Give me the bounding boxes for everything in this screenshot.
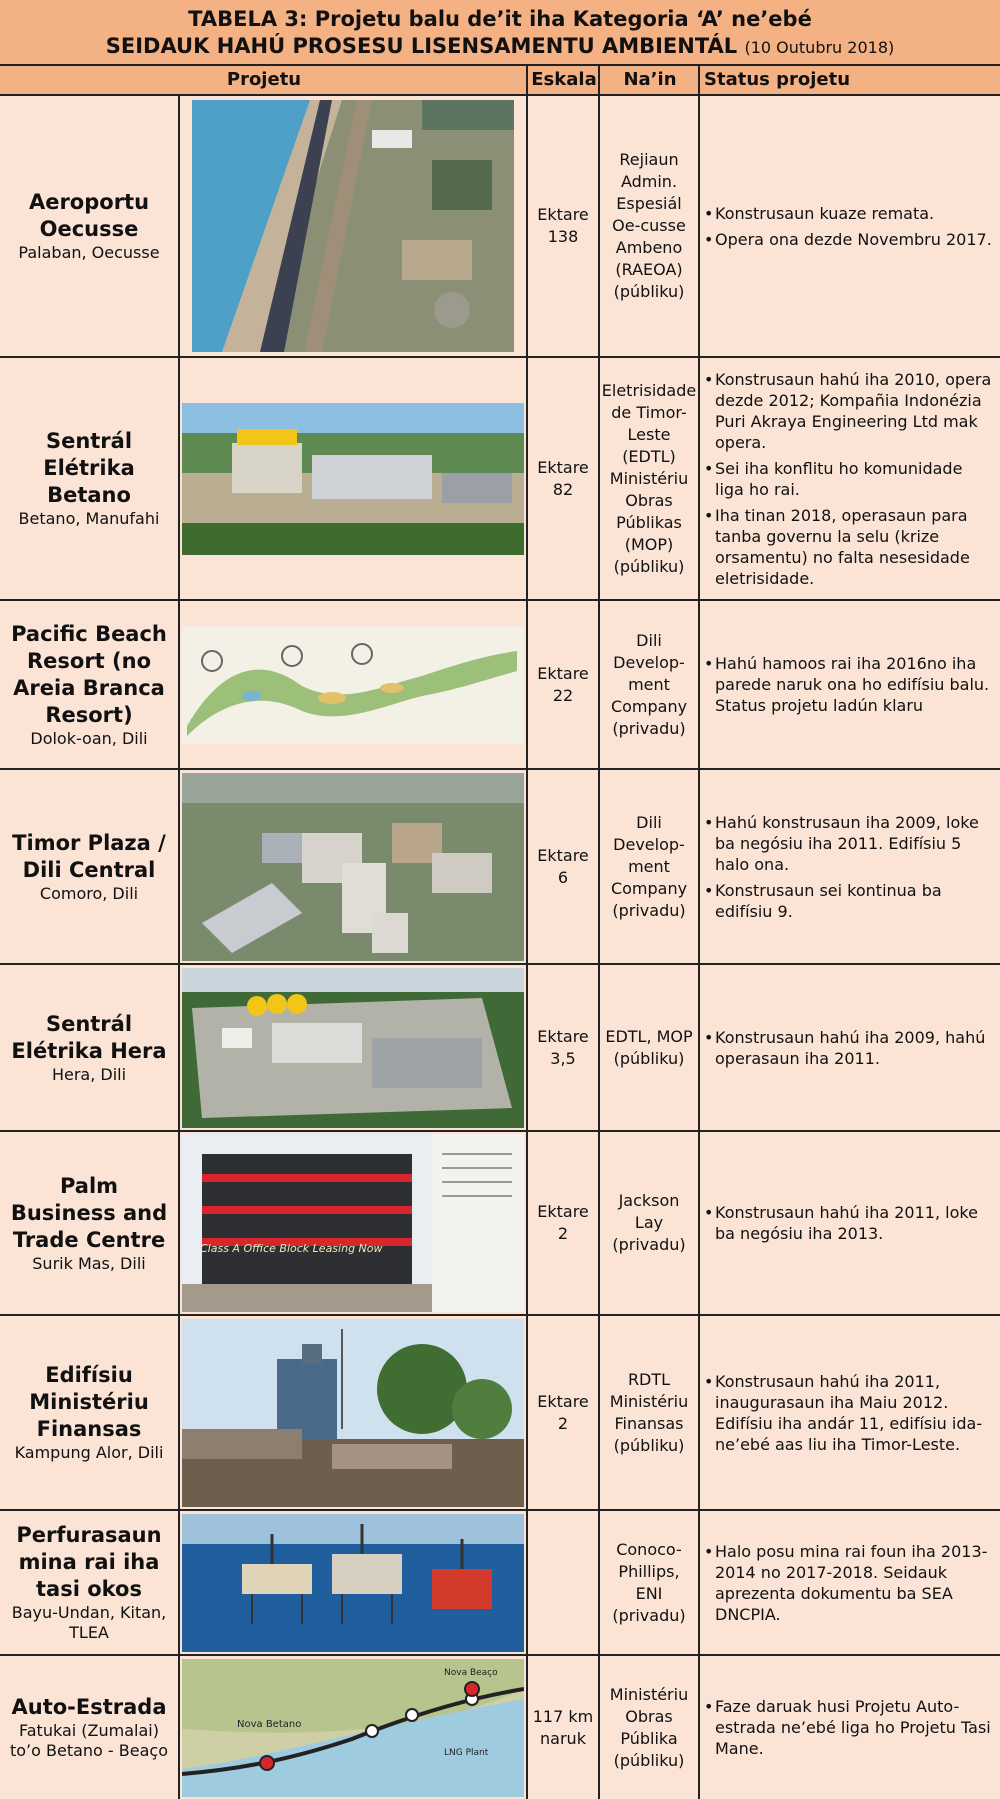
owner-cell: Eletrisidade de Timor-Leste (EDTL) Ministériu Obras Públikas (MOP) (públiku) (601, 380, 697, 576)
scale-cell: Ektare 2 (537, 1202, 589, 1243)
project-name: Perfurasaun mina rai iha tasi okos (16, 1523, 162, 1601)
status-item: • Hahú konstrusaun iha 2009, loke ba negósiu iha 2011. Edifísiu 5 halo ona. (704, 812, 994, 875)
scale-cell: Ektare 22 (537, 663, 589, 705)
column-divider (526, 66, 528, 1799)
project-name-cell (0, 96, 178, 356)
project-location: Comoro, Dili (39, 883, 139, 903)
scale-cell (528, 1511, 598, 1654)
project-name: Pacific Beach Resort (no Areia Branca Resort) (11, 621, 167, 727)
header-status: Status projetu (700, 66, 1000, 96)
project-name-cell (0, 358, 178, 599)
column-divider (698, 66, 700, 1799)
project-location: Palaban, Oecusse (18, 243, 160, 262)
project-name: Edifísiu Ministériu Finansas (29, 1363, 149, 1441)
column-divider (598, 66, 600, 1799)
project-name: Sentrál Elétrika Hera (11, 1011, 167, 1063)
map-label: Nova Beaço (444, 1667, 498, 1678)
project-name-cell (0, 965, 178, 1130)
status-cell (700, 1316, 1000, 1509)
sign-text: Class A Office Block Leasing Now (200, 1242, 383, 1255)
header-naan: Na’in (600, 66, 700, 96)
table-row (0, 1656, 1000, 1799)
status-cell (700, 358, 1000, 599)
status-item: • Konstrusaun hahú iha 2009, hahú operasaun iha 2011. (704, 1027, 994, 1069)
status-cell (700, 96, 1000, 356)
owner-cell: Rejiaun Admin. Espesiál Oe-cusse Ambeno (RAEOA) (públiku) (612, 150, 686, 301)
status-item: • Konstrusaun kuaze remata. (704, 203, 992, 224)
owner-cell: Dili Develop-ment Company (privadu) (610, 812, 688, 920)
map-label: Nova Betano (237, 1718, 302, 1730)
project-name-cell (0, 1132, 178, 1314)
project-name: Palm Business and Trade Centre (10, 1173, 168, 1252)
table-title (0, 0, 1000, 66)
status-cell (700, 770, 1000, 963)
project-name-cell (0, 1656, 178, 1799)
owner-cell: Conoco-Phillips, ENI (privadu) (612, 1539, 686, 1625)
project-location: Fatukai (Zumalai) to’o Betano - Beaço (9, 1721, 168, 1760)
project-name: Timor Plaza / Dili Central (12, 830, 166, 882)
project-map-highway (180, 1656, 526, 1799)
status-item: • Konstrusaun hahú iha 2011, loke ba negósiu iha 2013. (704, 1202, 994, 1244)
owner-cell: RDTL Ministériu Finansas (públiku) (609, 1369, 689, 1455)
project-location: Dolok-oan, Dili (30, 728, 148, 748)
status-item: • Konstrusaun hahú iha 2010, opera dezde 2012; Kompañia Indonézia Puri Akraya Engineering Ltd mak opera. (704, 369, 994, 453)
project-name: Aeroportu Oecusse (28, 190, 150, 241)
table-row (0, 96, 1000, 358)
scale-cell: Ektare 3,5 (537, 1026, 589, 1068)
header-eskala: Eskala (528, 66, 600, 96)
table-row (0, 1316, 1000, 1511)
scale-cell: Ektare 2 (537, 1391, 589, 1433)
status-cell (700, 1511, 1000, 1654)
title-line-2 (0, 33, 1000, 61)
project-name-cell (0, 1316, 178, 1509)
owner-cell: Dili Develop-ment Company (privadu) (610, 630, 688, 738)
status-cell (700, 1656, 1000, 1799)
column-divider (178, 96, 180, 1799)
title-line-1: TABELA 3: Projetu balu de’it iha Kategoria ‘A’ ne’ebé (188, 7, 812, 31)
project-location: Kampung Alor, Dili (14, 1443, 164, 1462)
project-name-cell (0, 1511, 178, 1654)
project-location: Surik Mas, Dili (32, 1253, 146, 1273)
status-item: • Iha tinan 2018, operasaun para tanba governu la selu (krize orsamentu) no falta nesesidade eletrisidade. (704, 505, 994, 589)
project-photo-finance-ministry (180, 1316, 526, 1509)
table-row (0, 965, 1000, 1132)
project-photo-offshore-rig (180, 1511, 526, 1654)
scale-cell: Ektare 6 (537, 845, 589, 887)
owner-cell: EDTL, MOP (públiku) (605, 1026, 693, 1068)
owner-cell: Jackson Lay (privadu) (612, 1191, 686, 1254)
project-location: Betano, Manufahi (18, 509, 160, 528)
table-row (0, 601, 1000, 770)
project-photo-betano-power-plant (180, 358, 526, 599)
project-photo-hera-power-plant (180, 965, 526, 1130)
project-location: Hera, Dili (51, 1064, 127, 1084)
project-render-timor-plaza (180, 770, 526, 963)
table-row (0, 358, 1000, 601)
project-photo-palm-business (180, 1132, 526, 1314)
scale-cell: Ektare 82 (537, 457, 589, 499)
status-item: • Hahú hamoos rai iha 2016no iha parede naruk ona ho edifísiu balu. Status projetu ladún klaru (704, 653, 994, 716)
table-row (0, 770, 1000, 965)
project-name: Auto-Estrada (11, 1695, 167, 1719)
table-row (0, 1132, 1000, 1316)
status-cell (700, 965, 1000, 1130)
status-item: • Konstrusaun sei kontinua ba edifísiu 9. (704, 880, 994, 922)
status-item: • Konstrusaun hahú iha 2011, inaugurasaun iha Maiu 2012. Edifísiu iha andár 11, edifísiu ida-ne’ebé aas liu iha Timor-Leste. (704, 1371, 994, 1455)
owner-cell: Ministériu Obras Públika (públiku) (609, 1684, 689, 1770)
status-cell (700, 601, 1000, 768)
project-location: Bayu-Undan, Kitan, TLEA (11, 1603, 167, 1642)
scale-cell: Ektare 138 (537, 205, 589, 246)
status-cell (700, 1132, 1000, 1314)
project-name-cell (0, 770, 178, 963)
map-label: LNG Plant (444, 1747, 489, 1758)
title-line-2-text: SEIDAUK HAHÚ PROSESU LISENSAMENTU AMBIENTÁL (105, 34, 738, 58)
project-name: Sentrál Elétrika Betano (43, 429, 135, 507)
table-row (0, 1511, 1000, 1656)
status-item: • Opera ona dezde Novembru 2017. (704, 229, 992, 250)
project-plan-resort (180, 601, 526, 768)
status-item: • Halo posu mina rai foun iha 2013-2014 no 2017-2018. Seidauk aprezenta dokumentu ba SEA DNCPIA. (704, 1541, 994, 1625)
title-date: (10 Outubru 2018) (744, 38, 895, 57)
project-photo-airport (180, 96, 526, 356)
status-item: • Faze daruak husi Projetu Auto-estrada ne’ebé liga ho Projetu Tasi Mane. (704, 1696, 994, 1759)
header-projetu: Projetu (0, 66, 528, 96)
project-name-cell (0, 601, 178, 768)
status-item: • Sei iha konflitu ho komunidade liga ho rai. (704, 458, 994, 500)
scale-cell: 117 km naruk (532, 1706, 594, 1748)
